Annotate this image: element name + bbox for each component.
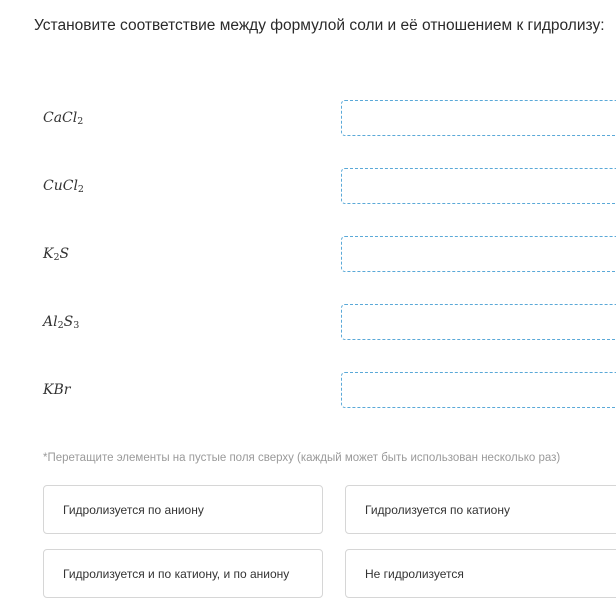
drop-zone[interactable]	[341, 236, 616, 272]
drop-zone[interactable]	[341, 100, 616, 136]
drop-zone[interactable]	[341, 304, 616, 340]
match-row	[0, 168, 616, 206]
drop-zone[interactable]	[341, 168, 616, 204]
drop-zone[interactable]	[341, 372, 616, 408]
match-row	[0, 236, 616, 274]
formula-label: $Al_2S_3$	[43, 314, 80, 331]
formula-label: KBr	[43, 382, 71, 398]
match-row	[0, 100, 616, 138]
option-no-hydrolysis[interactable]: Не гидролизуется	[345, 549, 616, 598]
match-row	[0, 372, 616, 410]
option-cation-and-anion[interactable]: Гидролизуется и по катиону, и по аниону	[43, 549, 323, 598]
option-anion[interactable]: Гидролизуется по аниону	[43, 485, 323, 534]
drag-hint: *Перетащите элементы на пустые поля сверху (каждый может быть использован несколько раз)	[43, 452, 561, 464]
option-cation[interactable]: Гидролизуется по катиону	[345, 485, 616, 534]
question-text: Установите соответствие между формулой соли и её отношением к гидролизу:	[34, 17, 605, 34]
match-row	[0, 304, 616, 342]
formula-label: CuCl$_2$	[43, 178, 84, 195]
formula-label: CaCl$_2$	[43, 110, 84, 127]
formula-label: $K_2S$	[43, 246, 70, 263]
